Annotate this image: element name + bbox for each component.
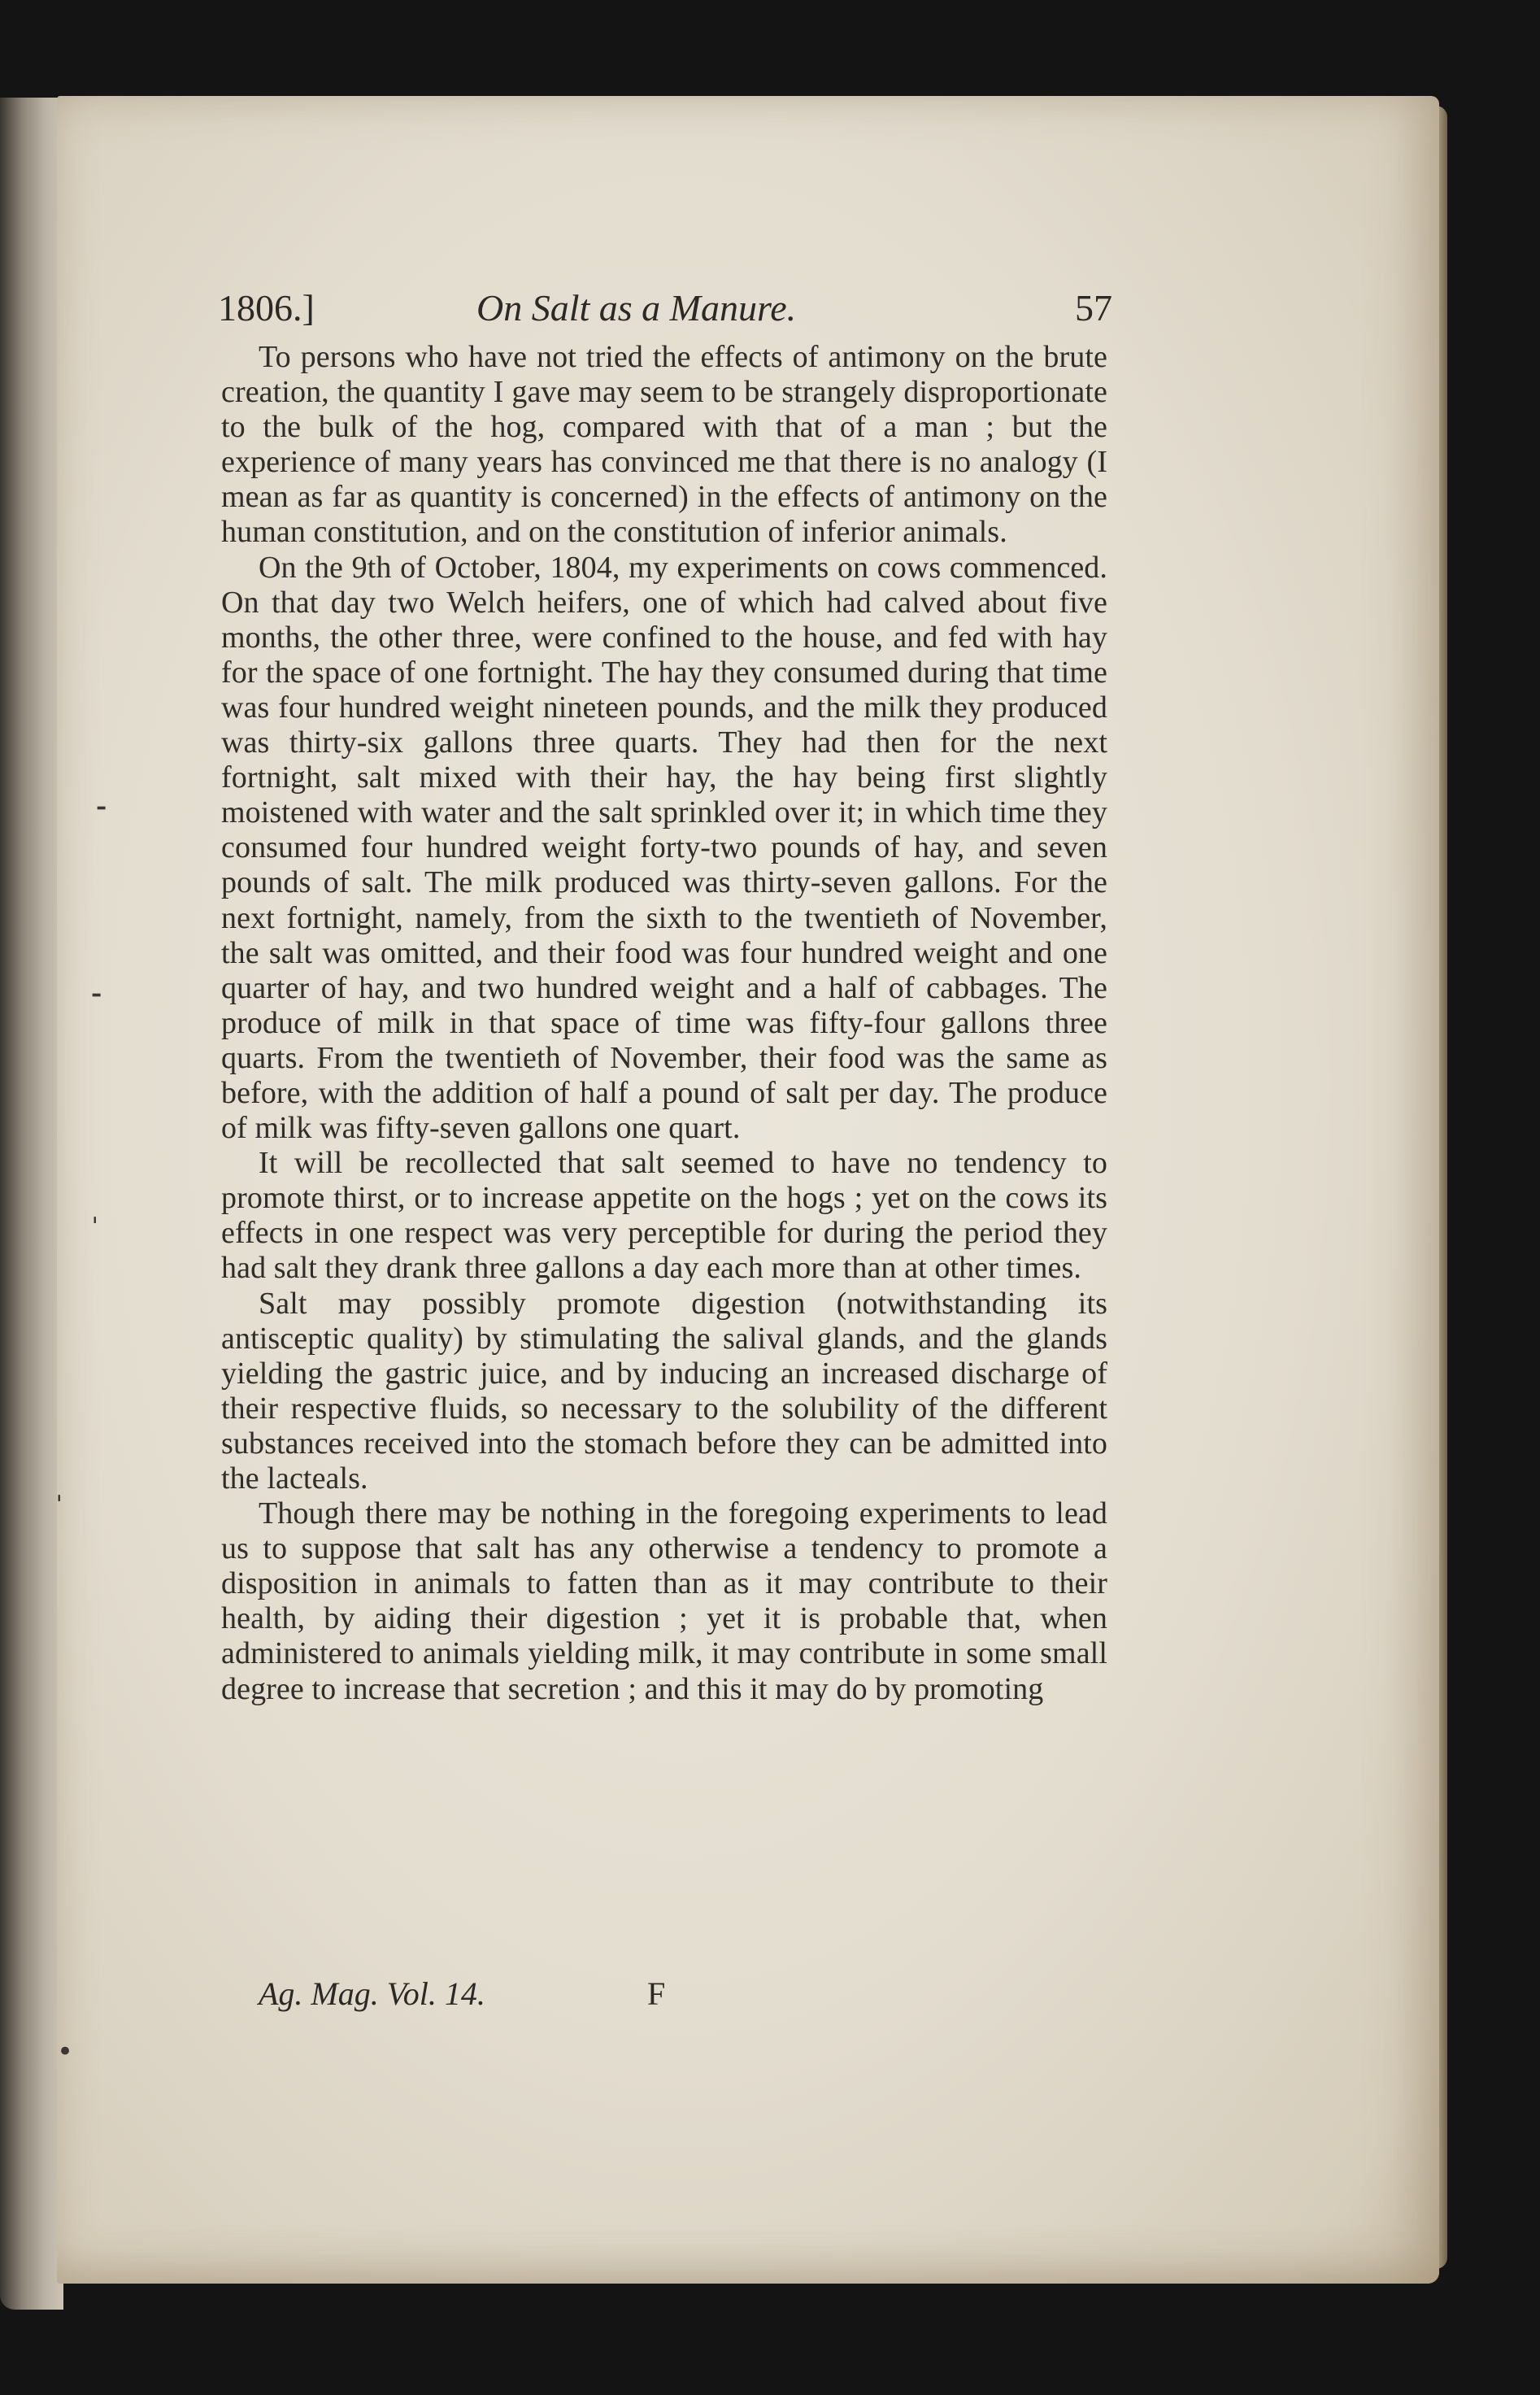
paragraph: Salt may possibly promote digestion (notwithstanding its antisceptic quality) by stimulating the salival glands, and the glands yielding the gastric juice, and by inducing an increased discharge of their respective fluids, so necessary to the solubility of the different substances received into the stomach before they can be admitted into the lacteals. [221, 1286, 1107, 1496]
page-footer [259, 1975, 714, 2015]
margin-mark: • [57, 2036, 74, 2068]
left-page-edge [0, 98, 63, 2310]
margin-mark: ˈ [55, 1491, 63, 1523]
running-header [218, 286, 1112, 335]
paragraph: To persons who have not tried the effects of antimony on the brute creation, the quantity I gave may seem to be strangely disproportionate to the bulk of the hog, compared with that of a man ; but the experience of many years has convinced me that there is no analogy (I mean as far as quantity is concerned) in the effects of antimony on the human constitution, and on the constitution of inferior animals. [221, 340, 1107, 550]
paragraph: On the 9th of October, 1804, my experiments on cows commenced. On that day two Welch heifers, one of which had calved about five months, the other three, were confined to the house, and fed with hay for the space of one fortnight. The hay they consumed during that time was four hundred weight nineteen pounds, and the milk they produced was thirty-six gallons three quarts. They had then for the next fortnight, salt mixed with their hay, the hay being first slightly moistened with water and the salt sprinkled over it; in which time they consumed four hundred weight forty-two pounds of hay, and seven pounds of salt. The milk produced was thirty-seven gallons. For the next fortnight, namely, from the sixth to the twentieth of November, the salt was omitted, and their food was four hundred weight and one quarter of hay, and two hundred weight and a half of cabbages. The produce of milk in that space of time was fifty-four gallons three quarts. From the twentieth of November, their food was the same as before, with the addition of half a pound of salt per day. The produce of milk was fifty-seven gallons one quart. [221, 550, 1107, 1146]
body-text [221, 340, 1107, 1707]
sheet-mark: F [647, 1975, 666, 2012]
paragraph: Though there may be nothing in the foregoing experiments to lead us to suppose that salt has any otherwise a tendency to promote a disposition in animals to fatten than as it may contribute to their health, by aiding their digestion ; yet it is probable that, when administered to animals yielding milk, it may contribute in some small degree to increase that secretion ; and this it may do by promoting [221, 1496, 1107, 1706]
header-year: 1806.] [218, 287, 315, 329]
header-title: On Salt as a Manure. [476, 287, 797, 329]
margin-mark: ⁃ [89, 980, 103, 1012]
paragraph: It will be recollected that salt seemed to have no tendency to promote thirst, or to increase appetite on the hogs ; yet on the cows its effects in one respect was very perceptible for during the period they had salt they drank three gallons a day each more than at other times. [221, 1146, 1107, 1286]
margin-mark: ˈ [91, 1213, 99, 1245]
margin-mark: ⁃ [94, 793, 108, 825]
page-number: 57 [1075, 287, 1112, 329]
signature-line: Ag. Mag. Vol. 14. [259, 1975, 485, 2012]
